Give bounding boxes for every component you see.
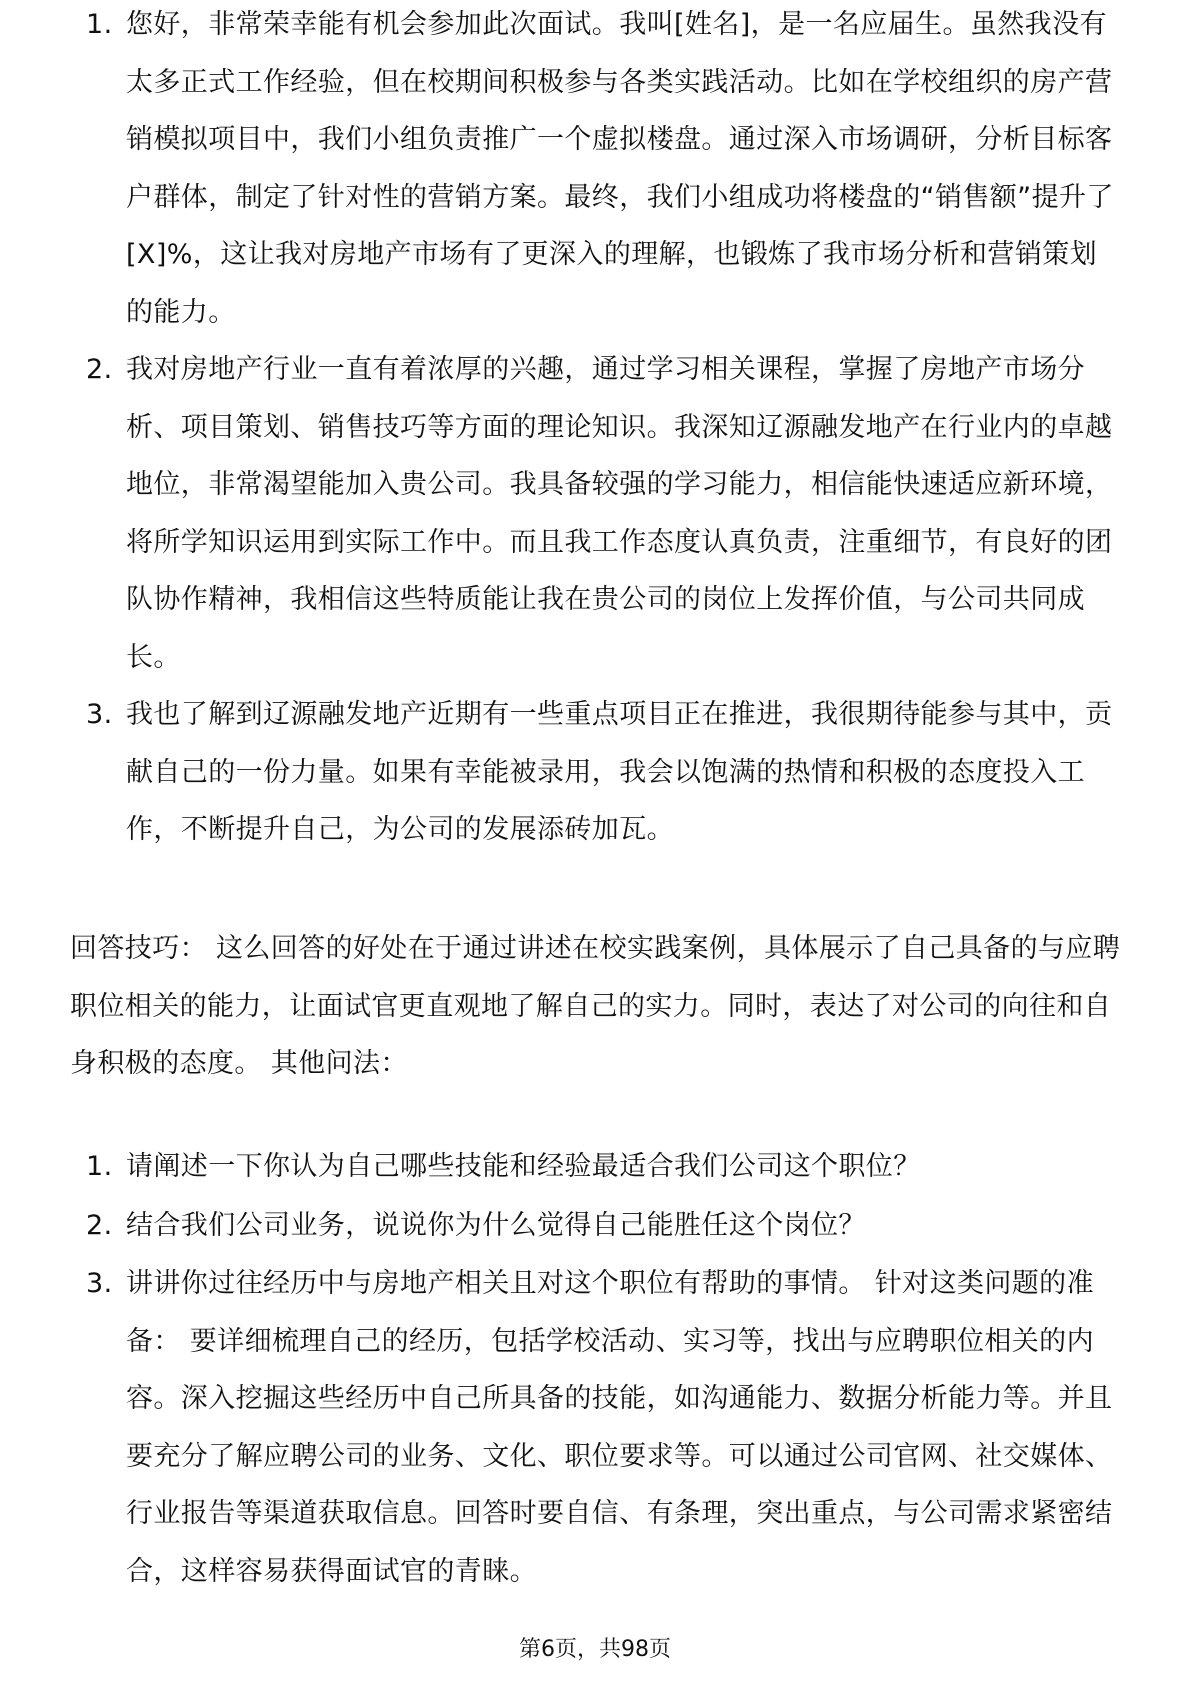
list-item-text: 我对房地产行业一直有着浓厚的兴趣，通过学习相关课程，掌握了房地产市场分析、项目策划、销售技巧等方面的理论知识。我深知辽源融发地产在行业内的卓越地位，非常渴望能加入贵公司。我具备较强的学习能力，相信能快速适应新环境，将所学知识运用到实际工作中。而且我工作态度认真负责，注重细节，有良好的团队协作精神，我相信这些特质能让我在贵公司的岗位上发挥价值，与公司共同成长。: [126, 354, 1113, 673]
list-item-text: 请阐述一下你认为自己哪些技能和经验最适合我们公司这个职位？: [126, 1151, 921, 1182]
list-item: [80, 0, 1120, 341]
list-number: 2.: [86, 354, 113, 385]
list-item: [80, 1197, 1120, 1255]
list-item-text: 我也了解到辽源融发地产近期有一些重点项目正在推进，我很期待能参与其中，贡献自己的一份力量。如果有幸能被录用，我会以饱满的热情和积极的态度投入工作，不断提升自己，为公司的发展添砖加瓦。: [126, 699, 1113, 845]
tips-paragraph: 回答技巧： 这么回答的好处在于通过讲述在校实践案例，具体展示了自己具备的与应聘职位相关的能力，让面试官更直观地了解自己的实力。同时，表达了对公司的向往和自身积极的态度。 其他问法：: [70, 933, 1121, 1079]
page-number-footer: 第6页，共98页: [519, 1637, 671, 1662]
list-item-text: 讲讲你过往经历中与房地产相关且对这个职位有帮助的事情。 针对这类问题的准备： 要详细梳理自己的经历，包括学校活动、实习等，找出与应聘职位相关的内容。深入挖掘这些经历中自己所具备的技能，如沟通能力、数据分析能力等。并且要充分了解应聘公司的业务、文化、职位要求等。可以通过公司官网、社交媒体、行业报告等渠道获取信息。回答时要自信、有条理，突出重点，与公司需求紧密结合，这样容易获得面试官的青睐。: [126, 1268, 1113, 1587]
list-number: 1.: [86, 1151, 113, 1182]
list-item: [80, 341, 1120, 686]
list-number: 3.: [86, 699, 113, 730]
list-number: 2.: [86, 1209, 113, 1241]
alternative-questions-list: [80, 1138, 1120, 1601]
list-number: 1.: [86, 9, 113, 40]
list-item-text: 结合我们公司业务，说说你为什么觉得自己能胜任这个岗位？: [126, 1209, 866, 1241]
list-item: [80, 1138, 1120, 1196]
answer-list: [80, 9, 1120, 859]
list-item: [80, 686, 1120, 859]
list-item: [80, 1255, 1120, 1600]
list-item-text: 您好，非常荣幸能有机会参加此次面试。我叫[姓名]，是一名应届生。虽然我没有太多正式工作经验，但在校期间积极参与各类实践活动。比如在学校组织的房产营销模拟项目中，我们小组负责推广一个虚拟楼盘。通过深入市场调研，分析目标客户群体，制定了针对性的营销方案。最终，我们小组成功将楼盘的“销售额”提升了[X]%，这让我对房地产市场有了更深入的理解，也锻炼了我市场分析和营销策划的能力。: [126, 9, 1114, 328]
list-number: 3.: [86, 1268, 113, 1299]
